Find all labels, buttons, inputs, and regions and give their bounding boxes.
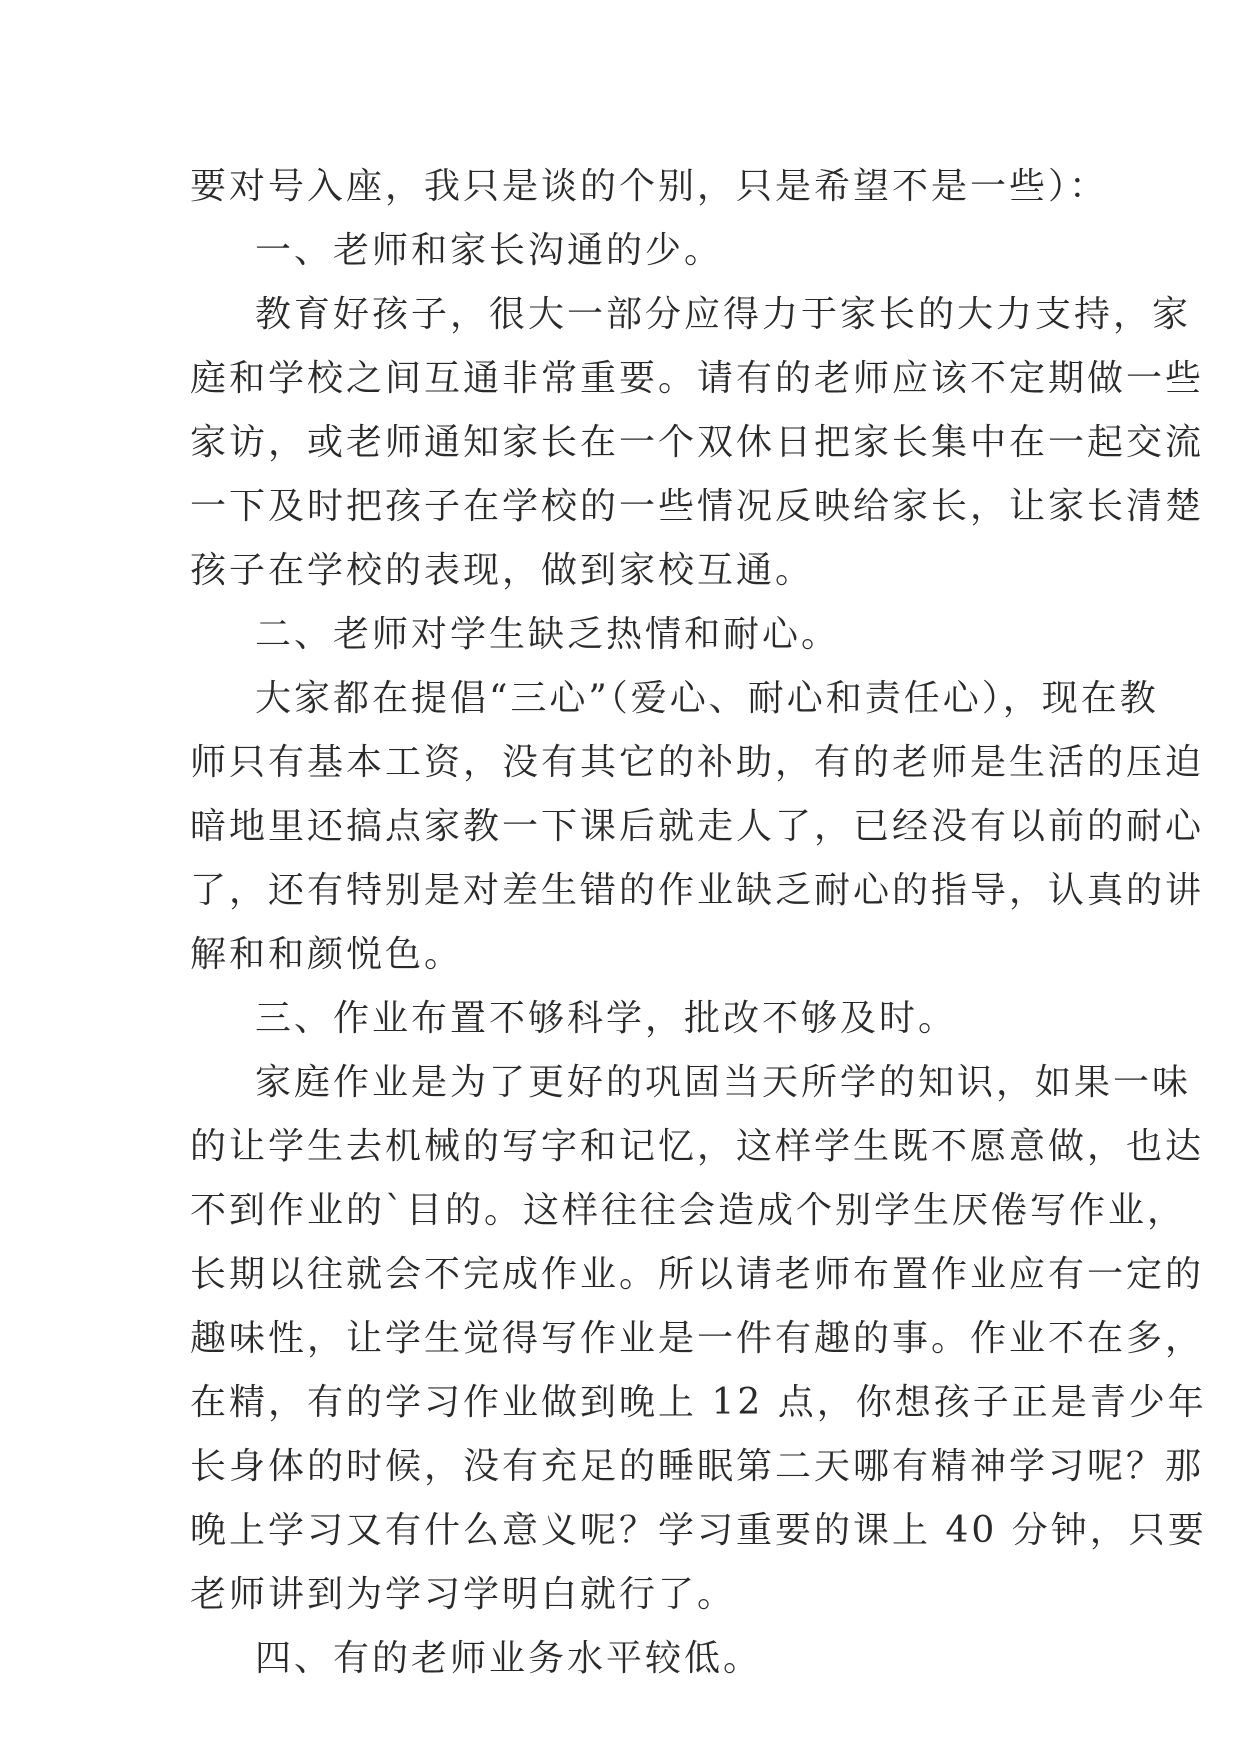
- paragraph-line: 孩子在学校的表现，做到家校互通。: [190, 550, 815, 591]
- paragraph-line: 老师讲到为学习学明白就行了。: [190, 1574, 737, 1615]
- paragraph-line: 的让学生去机械的写字和记忆，这样学生既不愿意做，也达: [190, 1126, 1205, 1167]
- paragraph-line: 庭和学校之间互通非常重要。请有的老师应该不定期做一些: [190, 358, 1205, 399]
- paragraph-line: 不到作业的`目的。这样往往会造成个别学生厌倦写作业，: [190, 1190, 1187, 1231]
- paragraph-line: 在精，有的学习作业做到晚上 12 点，你想孩子正是青少年: [190, 1382, 1207, 1423]
- paragraph-line: 晚上学习又有什么意义呢？学习重要的课上 40 分钟，只要: [190, 1510, 1207, 1551]
- paragraph-line: 要对号入座，我只是谈的个别，只是希望不是一些）：: [190, 166, 1109, 207]
- paragraph-line: 大家都在提倡“三心”（爱心、耐心和责任心），现在教: [255, 678, 1159, 719]
- paragraph-line: 家访，或老师通知家长在一个双休日把家长集中在一起交流: [190, 422, 1205, 463]
- paragraph-line: 长期以往就会不完成作业。所以请老师布置作业应有一定的: [190, 1254, 1205, 1295]
- paragraph-line: 暗地里还搞点家教一下课后就走人了，已经没有以前的耐心: [190, 806, 1205, 847]
- paragraph-line: 一下及时把孩子在学校的一些情况反映给家长，让家长清楚: [190, 486, 1205, 527]
- paragraph-line: 师只有基本工资，没有其它的补助，有的老师是生活的压迫: [190, 742, 1205, 783]
- section-heading-4: 四、有的老师业务水平较低。: [255, 1638, 763, 1679]
- section-heading-3: 三、作业布置不够科学，批改不够及时。: [255, 998, 958, 1039]
- paragraph-line: 解和和颜悦色。: [190, 934, 464, 975]
- paragraph-line: 趣味性，让学生觉得写作业是一件有趣的事。作业不在多，: [190, 1318, 1205, 1359]
- document-body: [190, 155, 1207, 1691]
- paragraph-line: 家庭作业是为了更好的巩固当天所学的知识，如果一味: [255, 1062, 1192, 1103]
- section-heading-2: 二、老师对学生缺乏热情和耐心。: [255, 614, 841, 655]
- paragraph-line: 了，还有特别是对差生错的作业缺乏耐心的指导，认真的讲: [190, 870, 1205, 911]
- paragraph-line: 教育好孩子，很大一部分应得力于家长的大力支持，家: [255, 294, 1192, 335]
- paragraph-line: 长身体的时候，没有充足的睡眠第二天哪有精神学习呢？那: [190, 1446, 1205, 1487]
- section-heading-1: 一、老师和家长沟通的少。: [255, 230, 724, 271]
